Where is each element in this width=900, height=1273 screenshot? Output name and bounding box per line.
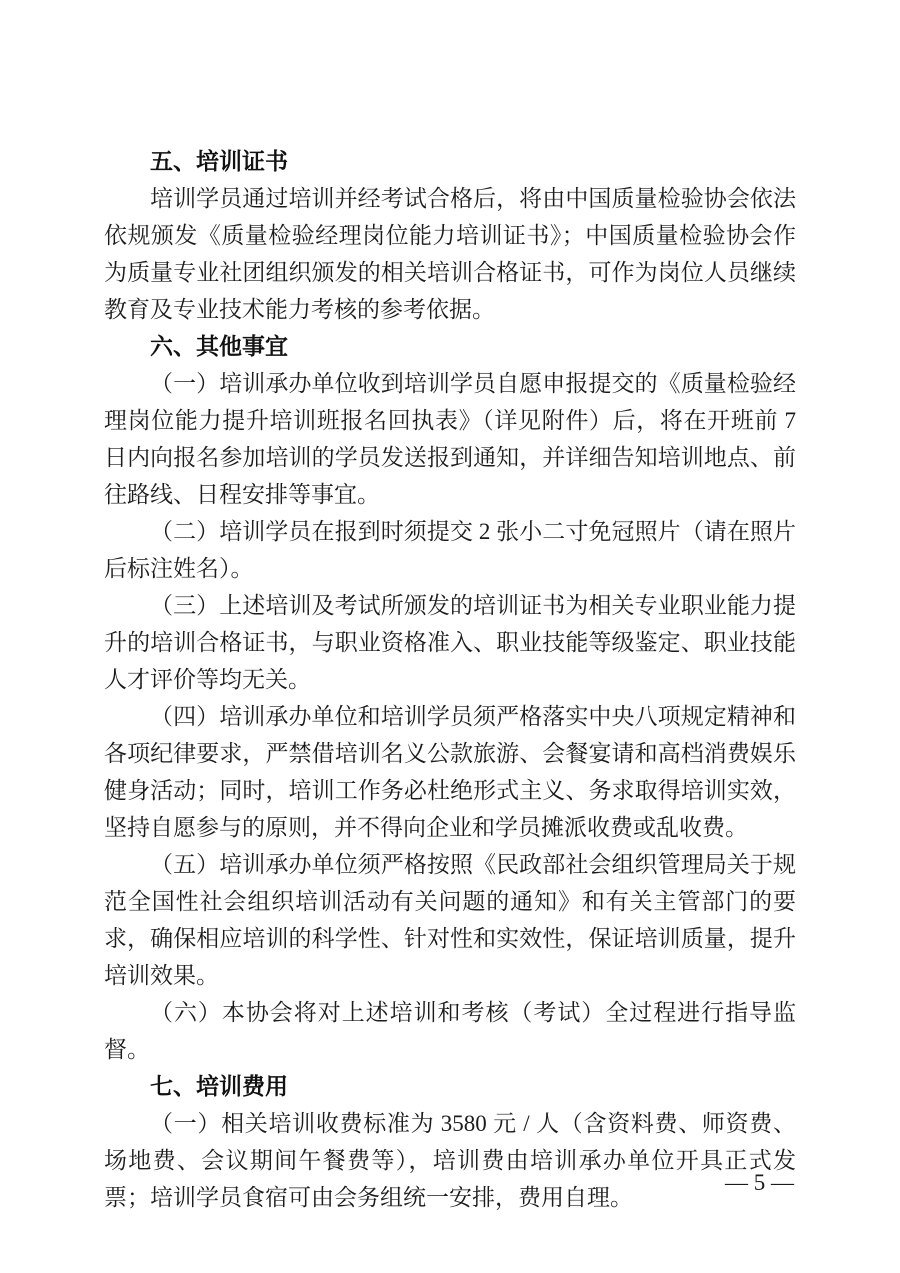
paragraph-other-matters-5: （五）培训承办单位须严格按照《民政部社会组织管理局关于规范全国性社会组织培训活动有关问题的通知》和有关主管部门的要求，确保相应培训的科学性、针对性和实效性，保证培训质量，提升培训效果。 [104, 852, 796, 988]
paragraph-certificate-body: 培训学员通过培训并经考试合格后，将由中国质量检验协会依法依规颁发《质量检验经理岗位能力培训证书》；中国质量检验协会作为质量专业社团组织颁发的相关培训合格证书，可作为岗位人员继续教育及专业技术能力考核的参考依据。 [104, 186, 796, 322]
paragraph-other-matters-2: （二）培训学员在报到时须提交 2 张小二寸免冠照片（请在照片后标注姓名）。 [104, 519, 796, 581]
section-heading-other-matters: 六、其他事宜 [150, 333, 288, 359]
paragraph-other-matters-3: （三）上述培训及考试所颁发的培训证书为相关专业职业能力提升的培训合格证书，与职业资格准入、职业技能等级鉴定、职业技能人才评价等均无关。 [104, 593, 796, 692]
section-heading-training-fees: 七、培训费用 [150, 1073, 288, 1099]
paragraph-other-matters-4: （四）培训承办单位和培训学员须严格落实中央八项规定精神和各项纪律要求，严禁借培训名义公款旅游、会餐宴请和高档消费娱乐健身活动；同时，培训工作务必杜绝形式主义、务求取得培训实效，坚持自愿参与的原则，并不得向企业和学员摊派收费或乱收费。 [104, 704, 796, 840]
section-heading-training-certificate: 五、培训证书 [150, 148, 288, 174]
paragraph-training-fees-1: （一）相关培训收费标准为 3580 元 / 人（含资料费、师资费、场地费、会议期间午餐费等），培训费由培训承办单位开具正式发票；培训学员食宿可由会务组统一安排，费用自理。 [104, 1111, 796, 1210]
page-number: — 5 — [725, 1170, 794, 1195]
paragraph-other-matters-6: （六）本协会将对上述培训和考核（考试）全过程进行指导监督。 [104, 1000, 796, 1062]
paragraph-other-matters-1: （一）培训承办单位收到培训学员自愿申报提交的《质量检验经理岗位能力提升培训班报名回执表》（详见附件）后，将在开班前 7 日内向报名参加培训的学员发送报到通知，并详细告知培训地点、前往路线、日程安排等事宜。 [104, 371, 796, 507]
document-content [104, 143, 796, 1216]
